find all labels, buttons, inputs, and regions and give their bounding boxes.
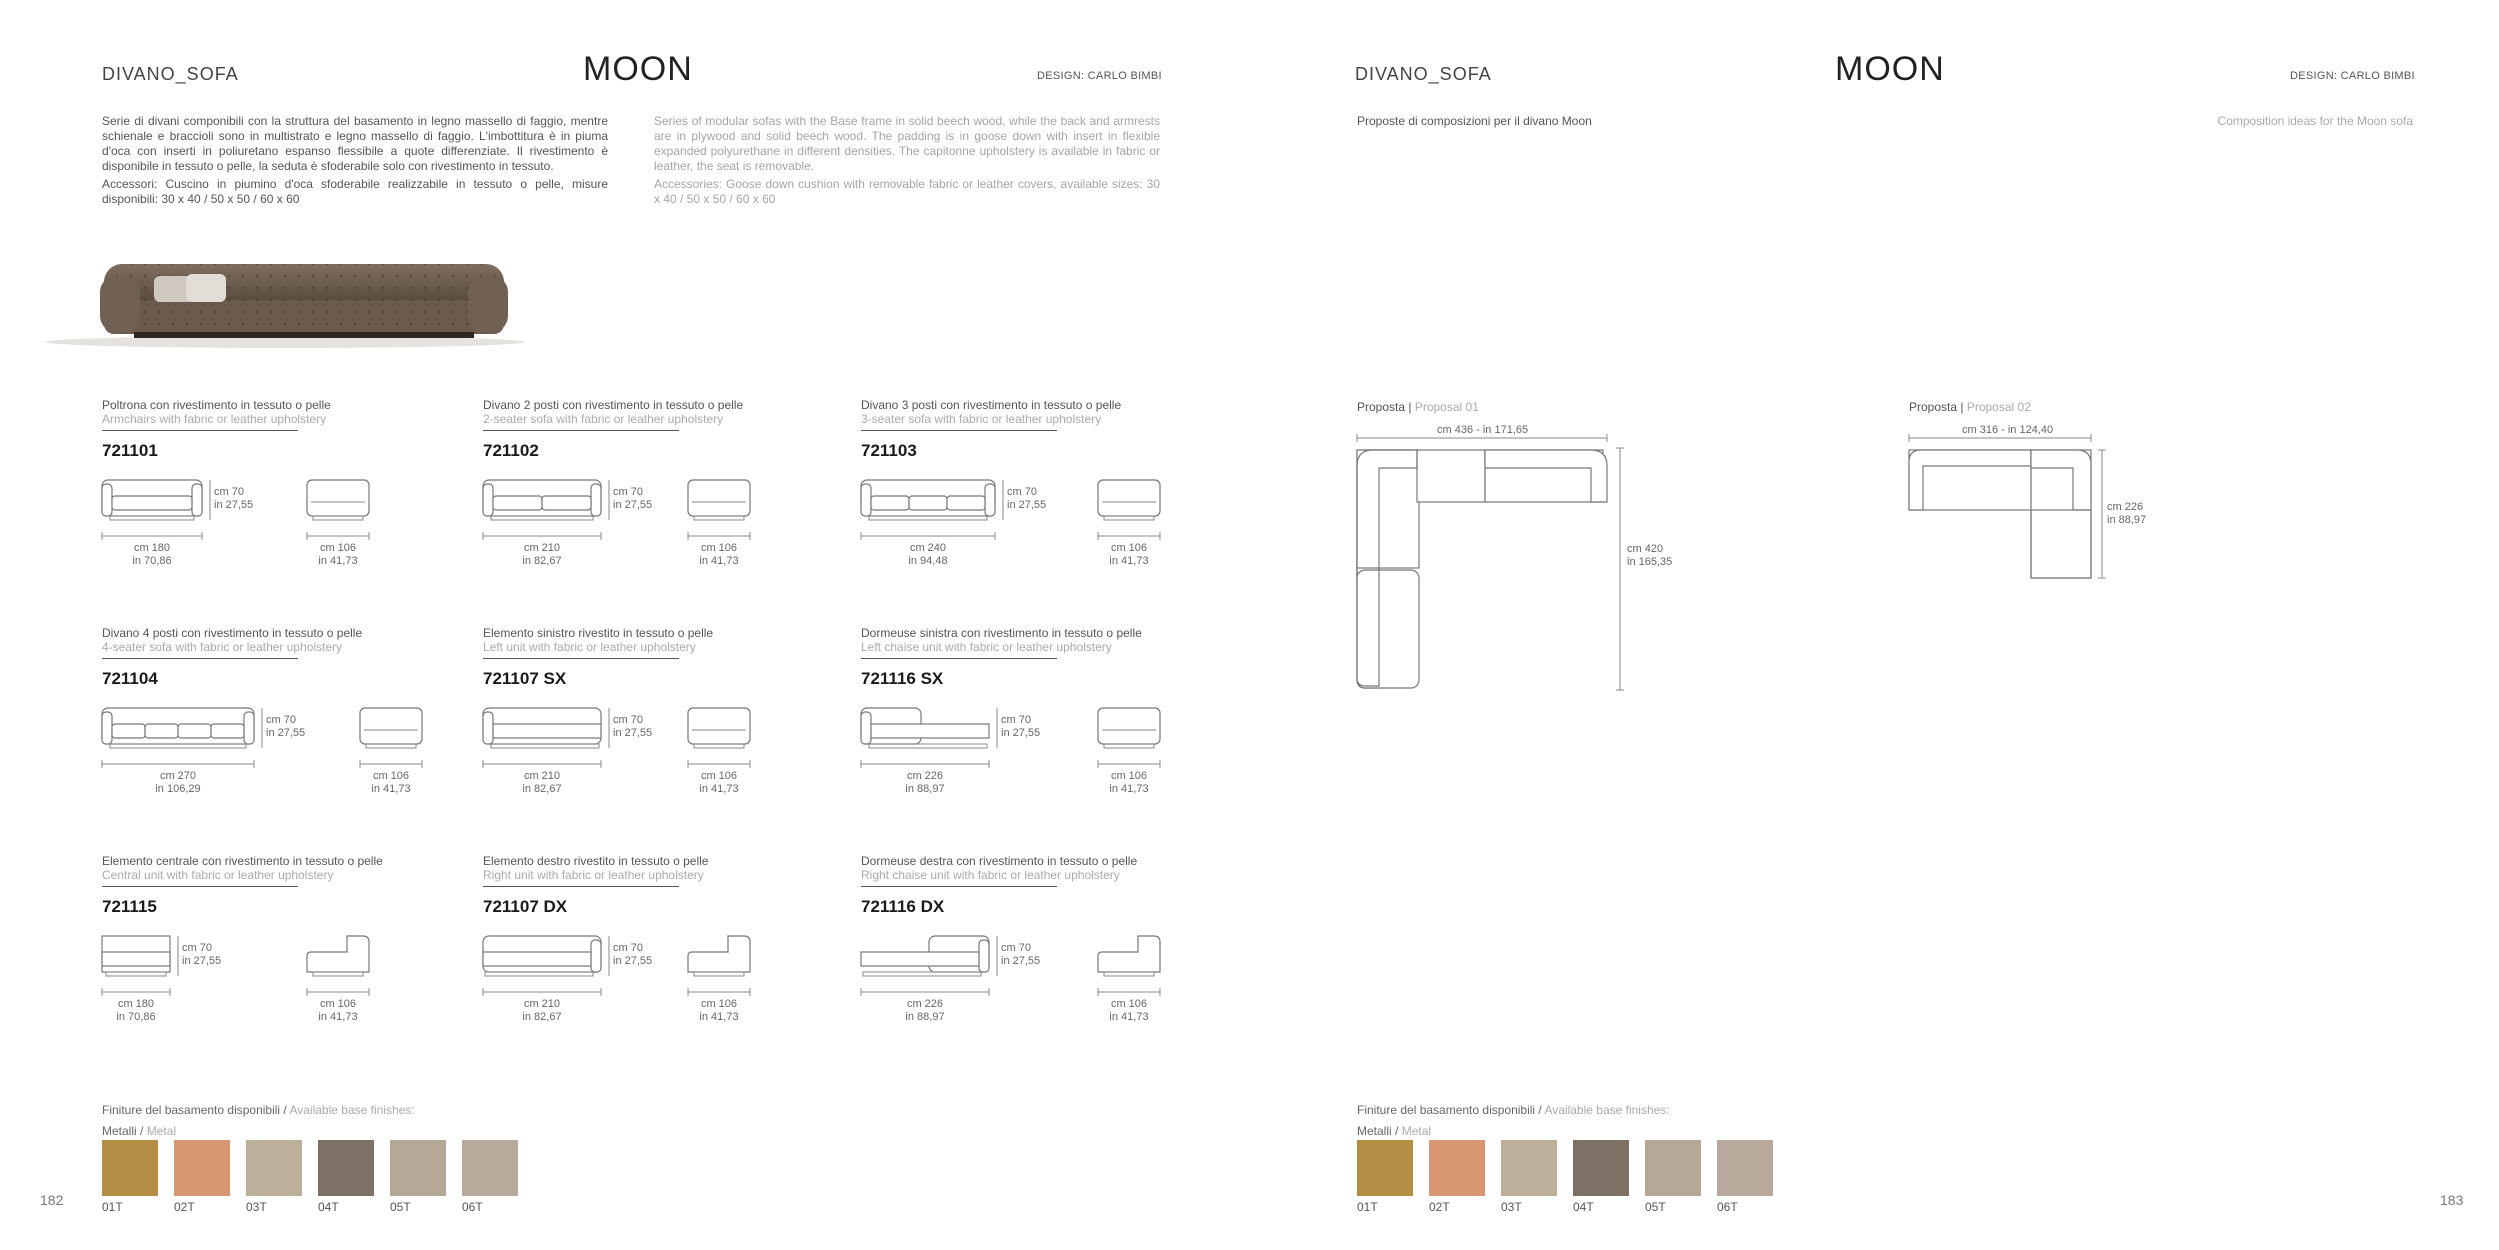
right-intro-it: Proposte di composizioni per il divano Moon <box>1357 114 1592 128</box>
product-depth <box>688 998 750 1024</box>
product-side-drawing <box>360 708 428 773</box>
left-metal-title <box>102 1124 176 1138</box>
product-width <box>102 998 170 1024</box>
product-desc-it: Poltrona con rivestimento in tessuto o pelle <box>102 398 331 412</box>
product-height-cm: cm 70 <box>266 714 296 726</box>
finish-swatch <box>462 1140 518 1214</box>
product-divider <box>483 886 679 887</box>
product-depth-cm: cm 106 <box>319 998 357 1010</box>
right-finishes-en: Available base finishes: <box>1544 1103 1670 1117</box>
product-depth <box>688 770 750 796</box>
product-side-drawing <box>307 480 375 545</box>
product-height-in: in 27,55 <box>214 499 254 511</box>
product-front-drawing <box>483 936 611 1001</box>
finish-swatch <box>318 1140 374 1214</box>
product-divider <box>483 658 679 659</box>
left-category: DIVANO_SOFA <box>102 64 239 84</box>
product-width <box>483 770 601 796</box>
product-depth <box>307 542 369 568</box>
product-height <box>613 714 652 740</box>
product-height <box>1001 714 1040 740</box>
product-divider <box>102 658 298 659</box>
finish-swatch-label: 06T <box>1717 1200 1738 1214</box>
product-height <box>1001 942 1040 968</box>
product-depth-cm: cm 106 <box>700 998 738 1010</box>
product-depth-in: in 41,73 <box>699 1011 739 1023</box>
intro-it-paragraph: Serie di divani componibili con la struttura del basamento in legno massello di faggio, mentre schienale e braccioli sono in multistrato e legno massello di faggio. L'imbottitura è in piuma d'oca con inserti in poliuretano espanso flessibile a quote differenziate. Il rivestimento è disponibile in tessuto o pelle, la seduta è sfoderabile solo con rivestimento in tessuto. <box>102 114 608 173</box>
product-depth-in: in 41,73 <box>371 783 411 795</box>
product-width-cm: cm 270 <box>159 770 197 782</box>
left-title: MOON <box>583 50 693 88</box>
finish-swatch-label: 05T <box>390 1200 411 1214</box>
product-divider <box>102 886 298 887</box>
finish-swatch-color <box>174 1140 230 1196</box>
product-depth-in: in 41,73 <box>1109 1011 1149 1023</box>
product-height-cm: cm 70 <box>1007 486 1037 498</box>
finish-swatch <box>1573 1140 1629 1214</box>
product-depth <box>360 770 422 796</box>
product-depth-cm: cm 106 <box>1110 770 1148 782</box>
product-height-in: in 27,55 <box>613 955 653 967</box>
right-metal-en: Metal <box>1401 1124 1432 1138</box>
product-depth <box>688 542 750 568</box>
product-width-cm: cm 210 <box>523 998 561 1010</box>
product-depth-in: in 41,73 <box>699 783 739 795</box>
product-width <box>102 542 202 568</box>
product-width-cm: cm 226 <box>906 998 944 1010</box>
product-depth-cm: cm 106 <box>319 542 357 554</box>
product-height-in: in 27,55 <box>1001 727 1041 739</box>
product-width-in: in 106,29 <box>155 783 201 795</box>
finish-swatch-label: 04T <box>1573 1200 1594 1214</box>
finish-swatch-color <box>102 1140 158 1196</box>
right-finishes-it: Finiture del basamento disponibili / <box>1357 1103 1545 1117</box>
product-depth-cm: cm 106 <box>700 770 738 782</box>
product-depth-cm: cm 106 <box>700 542 738 554</box>
proposal2-diagram <box>1907 438 2107 593</box>
product-width <box>861 998 989 1024</box>
proposal2-title <box>1909 400 2031 414</box>
finish-swatch-color <box>246 1140 302 1196</box>
product-height <box>182 942 221 968</box>
product-code: 721104 <box>102 669 158 688</box>
proposal1-diagram <box>1355 438 1625 703</box>
product-front-drawing <box>483 480 611 545</box>
proposal1-width: cm 436 - in 171,65 <box>1437 424 1529 436</box>
finish-swatch-label: 02T <box>174 1200 195 1214</box>
finish-swatch-color <box>1429 1140 1485 1196</box>
finish-swatch <box>1501 1140 1557 1214</box>
product-width-cm: cm 180 <box>117 998 155 1010</box>
product-height-in: in 27,55 <box>266 727 306 739</box>
product-desc-en: Left chaise unit with fabric or leather upholstery <box>861 640 1112 654</box>
finish-swatch-label: 04T <box>318 1200 339 1214</box>
product-desc-en: 4-seater sofa with fabric or leather upholstery <box>102 640 343 654</box>
proposal1-en: Proposal 01 <box>1414 400 1479 414</box>
product-depth <box>1098 542 1160 568</box>
product-height <box>1007 486 1046 512</box>
product-height-in: in 27,55 <box>613 499 653 511</box>
product-card <box>483 626 739 795</box>
sofa-photo <box>40 246 530 348</box>
product-desc-en: Right unit with fabric or leather upholstery <box>483 868 704 882</box>
product-width <box>483 542 601 568</box>
product-side-drawing <box>1098 480 1166 545</box>
product-height-cm: cm 70 <box>182 942 212 954</box>
proposal1-height <box>1627 543 1672 569</box>
proposal2-it: Proposta | <box>1909 400 1967 414</box>
product-front-drawing <box>102 936 180 1001</box>
intro-it-accessories: Accessori: Cuscino in piumino d'oca sfoderabile realizzabile in tessuto o pelle, misure disponibili: 30 x 40 / 50 x 50 / 60 x 60 <box>102 177 608 206</box>
product-front-drawing <box>861 936 999 1001</box>
product-desc-en: Right chaise unit with fabric or leather upholstery <box>861 868 1120 882</box>
product-height-cm: cm 70 <box>1001 714 1031 726</box>
product-depth-in: in 41,73 <box>1109 555 1149 567</box>
product-card <box>861 854 1149 1023</box>
product-depth-in: in 41,73 <box>318 555 358 567</box>
right-finishes-title <box>1357 1103 1670 1117</box>
product-width-in: in 70,86 <box>132 555 172 567</box>
product-divider <box>483 430 679 431</box>
product-depth-cm: cm 106 <box>372 770 410 782</box>
product-card <box>861 626 1149 795</box>
product-front-drawing <box>483 708 611 773</box>
product-width-cm: cm 240 <box>909 542 947 554</box>
left-metal-en: Metal <box>146 1124 177 1138</box>
proposal2-height-cm: cm 226 <box>2107 501 2144 513</box>
product-depth-cm: cm 106 <box>1110 998 1148 1010</box>
product-width-cm: cm 180 <box>133 542 171 554</box>
product-desc-it: Dormeuse sinistra con rivestimento in tessuto o pelle <box>861 626 1142 640</box>
product-code: 721103 <box>861 441 917 460</box>
product-desc-en: 3-seater sofa with fabric or leather upholstery <box>861 412 1102 426</box>
product-height-cm: cm 70 <box>613 486 643 498</box>
right-intro-en: Composition ideas for the Moon sofa <box>2217 114 2413 128</box>
right-category: DIVANO_SOFA <box>1355 64 1492 84</box>
finish-swatch-color <box>1357 1140 1413 1196</box>
product-width-in: in 94,48 <box>908 555 948 567</box>
product-code: 721116 DX <box>861 897 945 916</box>
product-height-cm: cm 70 <box>613 714 643 726</box>
product-width <box>861 542 995 568</box>
finish-swatch-label: 03T <box>246 1200 267 1214</box>
product-side-drawing <box>1098 708 1166 773</box>
product-divider <box>861 886 1057 887</box>
right-title: MOON <box>1835 50 1945 88</box>
product-desc-it: Elemento sinistro rivestito in tessuto o pelle <box>483 626 714 640</box>
product-side-drawing <box>1098 936 1166 1001</box>
product-card <box>483 854 739 1023</box>
finish-swatch-label: 01T <box>102 1200 123 1214</box>
right-page-number: 183 <box>2440 1192 2464 1208</box>
finish-swatch-color <box>390 1140 446 1196</box>
left-metal-it: Metalli / <box>102 1124 147 1138</box>
product-width <box>102 770 254 796</box>
left-page-number: 182 <box>40 1192 64 1208</box>
finish-swatch-color <box>1501 1140 1557 1196</box>
finish-swatch <box>1429 1140 1485 1214</box>
finish-swatch-label: 03T <box>1501 1200 1522 1214</box>
intro-en-accessories: Accessories: Goose down cushion with removable fabric or leather covers, available sizes: 30 x 40 / 50 x 50 / 60 x 60 <box>654 177 1160 206</box>
product-side-drawing <box>688 936 756 1001</box>
product-depth-cm: cm 106 <box>1110 542 1148 554</box>
product-divider <box>861 430 1057 431</box>
finish-swatch-color <box>1645 1140 1701 1196</box>
proposal1-height-in: in 165,35 <box>1627 556 1673 568</box>
product-height-in: in 27,55 <box>1001 955 1041 967</box>
product-desc-it: Elemento centrale con rivestimento in tessuto o pelle <box>102 854 383 868</box>
product-side-drawing <box>688 480 756 545</box>
product-height <box>613 942 652 968</box>
left-design: DESIGN: CARLO BIMBI <box>1037 70 1162 82</box>
product-height-cm: cm 70 <box>1001 942 1031 954</box>
product-card <box>102 398 358 567</box>
product-depth-in: in 41,73 <box>1109 783 1149 795</box>
finish-swatch-label: 02T <box>1429 1200 1450 1214</box>
proposal2-height-in: in 88,97 <box>2107 514 2147 526</box>
product-height <box>214 486 253 512</box>
product-depth <box>1098 998 1160 1024</box>
product-front-drawing <box>861 480 1005 545</box>
product-card <box>102 626 411 795</box>
proposal1-height-cm: cm 420 <box>1627 543 1664 555</box>
product-desc-en: Armchairs with fabric or leather upholstery <box>102 412 327 426</box>
product-depth <box>1098 770 1160 796</box>
left-finishes-title <box>102 1103 415 1117</box>
product-divider <box>102 430 298 431</box>
proposal1-title <box>1357 400 1479 414</box>
product-desc-it: Dormeuse destra con rivestimento in tessuto o pelle <box>861 854 1138 868</box>
product-desc-en: Central unit with fabric or leather upholstery <box>102 868 334 882</box>
finish-swatch-color <box>1717 1140 1773 1196</box>
product-code: 721115 <box>102 897 157 916</box>
right-metal-it: Metalli / <box>1357 1124 1402 1138</box>
product-desc-it: Divano 4 posti con rivestimento in tessuto o pelle <box>102 626 363 640</box>
product-depth <box>307 998 369 1024</box>
product-side-drawing <box>307 936 375 1001</box>
product-width-cm: cm 226 <box>906 770 944 782</box>
product-width <box>861 770 989 796</box>
left-finishes-en: Available base finishes: <box>289 1103 415 1117</box>
product-card <box>861 398 1149 567</box>
product-code: 721107 DX <box>483 897 568 916</box>
finish-swatch-label: 01T <box>1357 1200 1378 1214</box>
product-width-in: in 82,67 <box>522 555 562 567</box>
product-width-in: in 88,97 <box>905 1011 945 1023</box>
product-width-in: in 70,86 <box>116 1011 156 1023</box>
product-desc-it: Divano 2 posti con rivestimento in tessuto o pelle <box>483 398 744 412</box>
product-height-in: in 27,55 <box>182 955 222 967</box>
product-depth-in: in 41,73 <box>699 555 739 567</box>
product-card <box>102 854 383 1023</box>
product-desc-en: 2-seater sofa with fabric or leather upholstery <box>483 412 724 426</box>
product-width <box>483 998 601 1024</box>
proposal2-en: Proposal 02 <box>1966 400 2031 414</box>
product-width-cm: cm 210 <box>523 542 561 554</box>
finish-swatch-color <box>1573 1140 1629 1196</box>
finish-swatch-color <box>318 1140 374 1196</box>
product-divider <box>861 658 1057 659</box>
product-card <box>483 398 744 567</box>
intro-en-paragraph: Series of modular sofas with the Base frame in solid beech wood, while the back and armrests are in plywood and solid beech wood. The padding is in goose down with insert in flexible expanded polyurethane in different densities. The capitonne upholstery is available in fabric or leather, the seat is removable. <box>654 114 1160 173</box>
proposal2-width: cm 316 - in 124,40 <box>1962 424 2054 436</box>
product-desc-it: Divano 3 posti con rivestimento in tessuto o pelle <box>861 398 1122 412</box>
product-height-cm: cm 70 <box>613 942 643 954</box>
finish-swatch <box>1645 1140 1701 1214</box>
product-code: 721101 <box>102 441 158 460</box>
product-height-in: in 27,55 <box>613 727 653 739</box>
finish-swatch-color <box>462 1140 518 1196</box>
product-side-drawing <box>688 708 756 773</box>
product-code: 721116 SX <box>861 669 944 688</box>
product-code: 721102 <box>483 441 539 460</box>
finish-swatch <box>102 1140 158 1214</box>
finish-swatch <box>1357 1140 1413 1214</box>
proposal1-it: Proposta | <box>1357 400 1415 414</box>
product-width-in: in 88,97 <box>905 783 945 795</box>
product-height-in: in 27,55 <box>1007 499 1047 511</box>
left-finishes-it: Finiture del basamento disponibili / <box>102 1103 290 1117</box>
product-front-drawing <box>861 708 999 773</box>
product-height <box>613 486 652 512</box>
intro-italian <box>102 114 608 207</box>
finish-swatch <box>390 1140 446 1214</box>
product-front-drawing <box>102 480 212 545</box>
product-height-cm: cm 70 <box>214 486 244 498</box>
product-depth-in: in 41,73 <box>318 1011 358 1023</box>
finish-swatch-label: 06T <box>462 1200 483 1214</box>
product-width-in: in 82,67 <box>522 1011 562 1023</box>
proposal2-height <box>2107 501 2146 527</box>
product-desc-en: Left unit with fabric or leather upholstery <box>483 640 696 654</box>
finish-swatch <box>246 1140 302 1214</box>
finish-swatch <box>1717 1140 1773 1214</box>
product-width-in: in 82,67 <box>522 783 562 795</box>
intro-english <box>654 114 1160 207</box>
right-metal-title <box>1357 1124 1431 1138</box>
finish-swatch-label: 05T <box>1645 1200 1666 1214</box>
product-width-cm: cm 210 <box>523 770 561 782</box>
finish-swatch <box>174 1140 230 1214</box>
product-code: 721107 SX <box>483 669 567 688</box>
product-height <box>266 714 305 740</box>
right-design: DESIGN: CARLO BIMBI <box>2290 70 2415 82</box>
product-desc-it: Elemento destro rivestito in tessuto o pelle <box>483 854 709 868</box>
product-front-drawing <box>102 708 264 773</box>
